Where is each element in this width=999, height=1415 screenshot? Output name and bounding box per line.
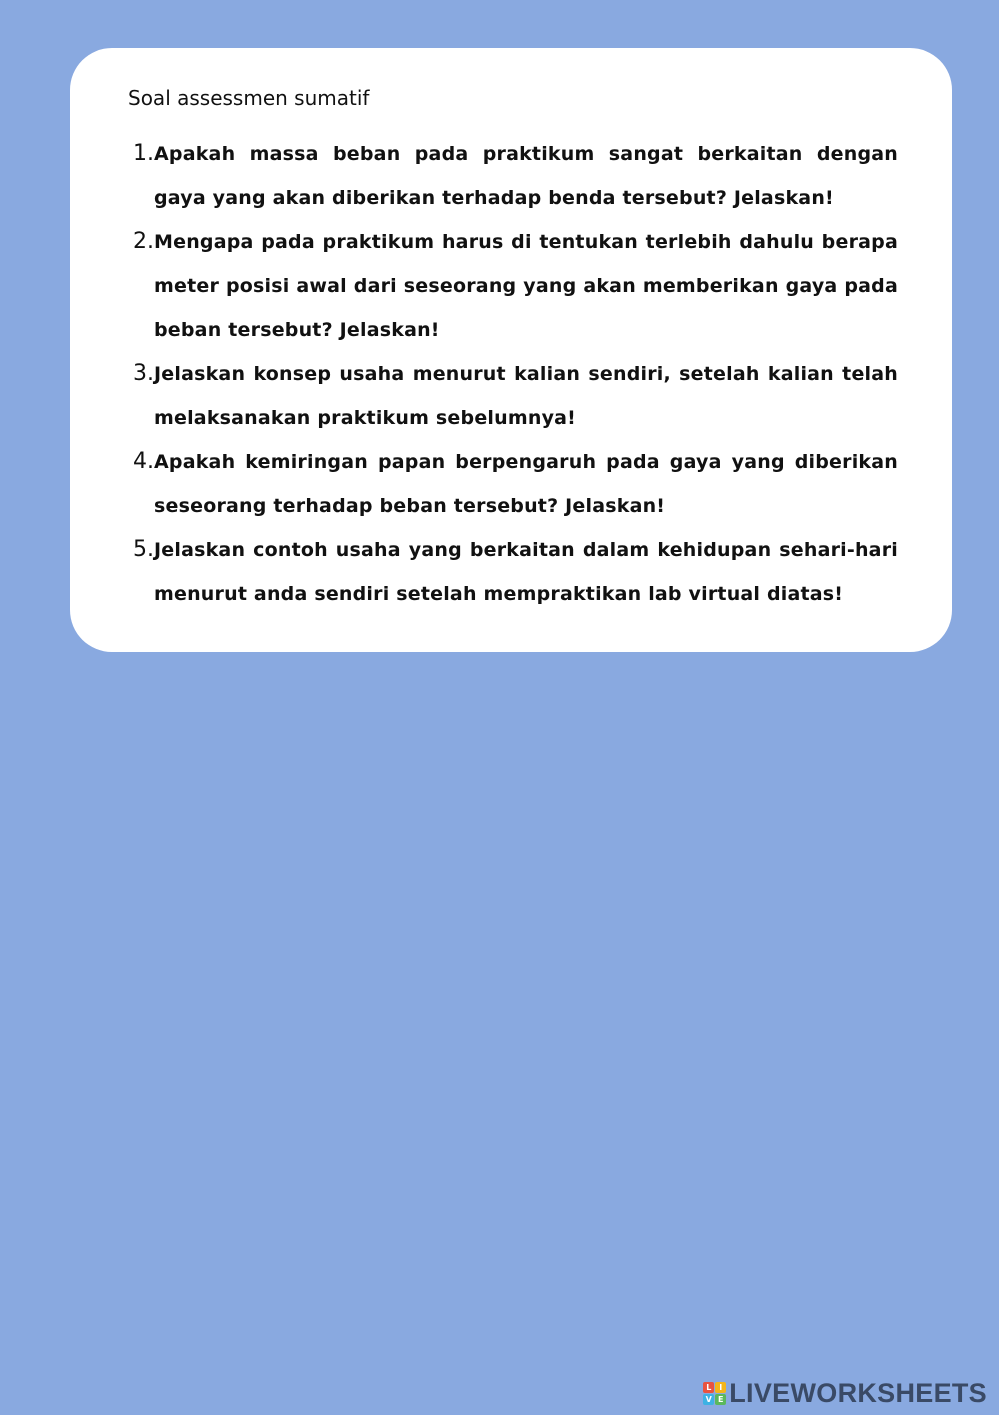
liveworksheets-logo[interactable] [703,1378,987,1409]
logo-text: LIVEWORKSHEETS [729,1378,987,1408]
question-card [70,48,952,652]
question-text: Jelaskan konsep usaha menurut kalian sendiri, setelah kalian telah melaksanakan praktikum sebelumnya! [154,363,898,429]
question-item-1 [128,132,898,220]
question-number: 3. [133,361,154,386]
logo-letter-e: E [715,1394,726,1405]
question-number: 4. [133,449,154,474]
worksheet-title: Soal assessmen sumatif [128,86,370,110]
question-text: Mengapa pada praktikum harus di tentukan terlebih dahulu berapa meter posisi awal dari seseorang yang akan memberikan gaya pada beban tersebut? Jelaskan! [154,231,898,341]
question-item-4 [128,440,898,528]
question-list [128,132,898,616]
question-number: 1. [133,141,154,166]
question-text: Apakah massa beban pada praktikum sangat berkaitan dengan gaya yang akan diberikan terhadap benda tersebut? Jelaskan! [154,143,898,209]
logo-letter-l: L [703,1382,714,1393]
question-text: Jelaskan contoh usaha yang berkaitan dalam kehidupan sehari-hari menurut anda sendiri setelah mempraktikan lab virtual diatas! [154,539,898,605]
question-item-2 [128,220,898,352]
logo-letter-v: V [703,1394,714,1405]
question-number: 5. [133,537,154,562]
question-number: 2. [133,229,154,254]
question-item-5 [128,528,898,616]
liveworksheets-icon [703,1382,726,1405]
question-text: Apakah kemiringan papan berpengaruh pada gaya yang diberikan seseorang terhadap beban tersebut? Jelaskan! [154,451,898,517]
logo-letter-i: I [715,1382,726,1393]
question-item-3 [128,352,898,440]
